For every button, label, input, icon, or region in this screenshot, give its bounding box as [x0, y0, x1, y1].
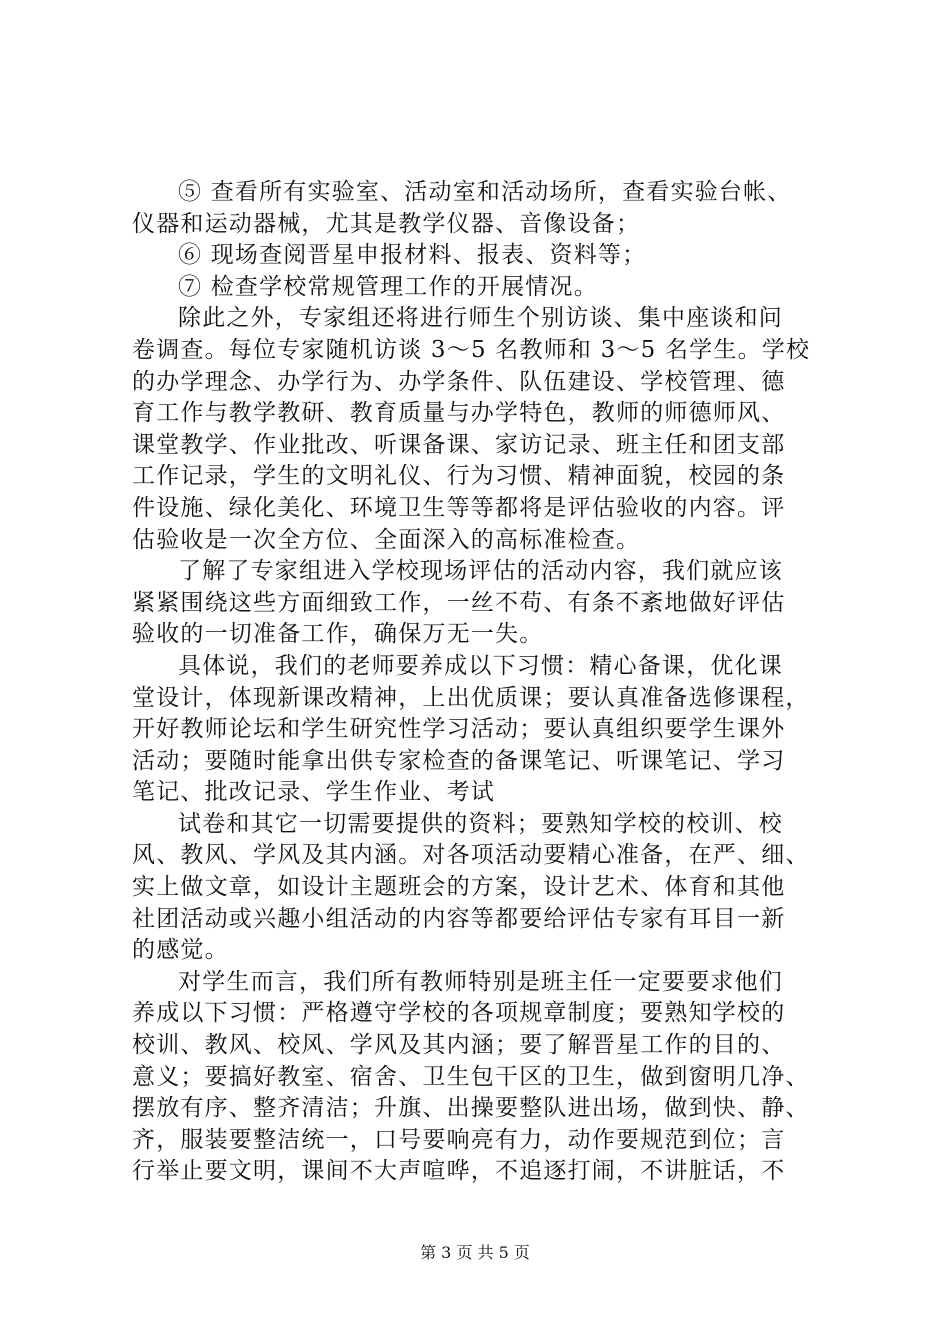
text-line: 笔记、批改记录、学生作业、考试	[132, 779, 495, 806]
text-line: 校训、教风、校风、学风及其内涵；要了解晋星工作的目的、	[132, 1032, 786, 1059]
text-line: 开好教师论坛和学生研究性学习活动；要认真组织要学生课外	[132, 716, 786, 743]
text-line: 社团活动或兴趣小组活动的内容等都要给评估专家有耳目一新	[132, 905, 786, 932]
text-line: 紧紧围绕这些方面细致工作，一丝不苟、有条不紊地做好评估	[132, 589, 786, 616]
text-line: 的办学理念、办学行为、办学条件、队伍建设、学校管理、德	[132, 368, 786, 395]
text-line: 对学生而言，我们所有教师特别是班主任一定要要求他们	[178, 968, 783, 995]
text-line: 风、教风、学风及其内涵。对各项活动要精心准备，在严、细、	[132, 842, 810, 869]
text-line: ⑤ 查看所有实验室、活动室和活动场所，查看实验台帐、	[178, 179, 792, 205]
text-line: 活动；要随时能拿出供专家检查的备课笔记、听课笔记、学习	[132, 747, 786, 774]
text-line: 除此之外，专家组还将进行师生个别访谈、集中座谈和问	[178, 305, 783, 332]
text-line: 具体说，我们的老师要养成以下习惯：精心备课，优化课	[178, 652, 783, 679]
text-line: 工作记录，学生的文明礼仪、行为习惯、精神面貌，校园的条	[132, 463, 786, 490]
text-line: ⑥ 现场查阅晋星申报材料、报表、资料等；	[178, 242, 647, 269]
text-line: 件设施、绿化美化、环境卫生等等都将是评估验收的内容。评	[132, 494, 786, 521]
text-line: 育工作与教学教研、教育质量与办学特色，教师的师德师风、	[132, 400, 786, 427]
text-line: 估验收是一次全方位、全面深入的高标准检查。	[132, 526, 641, 553]
text-line: 了解了专家组进入学校现场评估的活动内容，我们就应该	[178, 558, 783, 585]
text-line: 意义；要搞好教室、宿舍、卫生包干区的卫生，做到窗明几净、	[132, 1063, 810, 1090]
text-line: 卷调查。每位专家随机访谈 3～5 名教师和 3～5 名学生。学校	[132, 336, 811, 363]
text-line: 的感觉。	[132, 937, 229, 964]
text-line: 齐，服装要整洁统一，口号要响亮有力，动作要规范到位；言	[132, 1126, 786, 1153]
text-line: 验收的一切准备工作，确保万无一失。	[132, 621, 544, 648]
text-line: 课堂教学、作业批改、听课备课、家访记录、班主任和团支部	[132, 431, 786, 458]
text-line: 行举止要文明，课间不大声喧哗，不追逐打闹，不讲脏话，不	[132, 1158, 786, 1185]
text-line: 摆放有序、整齐清洁；升旗、出操要整队进出场，做到快、静、	[132, 1095, 810, 1122]
page-number-footer: 第 3 页 共 5 页	[420, 1243, 530, 1262]
text-line: 养成以下习惯：严格遵守学校的各项规章制度；要熟知学校的	[132, 1000, 786, 1027]
text-line: 堂设计，体现新课改精神，上出优质课；要认真准备选修课程，	[132, 684, 810, 711]
text-line: 仪器和运动器械，尤其是教学仪器、音像设备；	[132, 210, 641, 237]
document-body	[132, 177, 830, 1188]
text-line: 试卷和其它一切需要提供的资料；要熟知学校的校训、校	[178, 810, 783, 837]
text-line: ⑦ 检查学校常规管理工作的开展情况。	[178, 273, 598, 300]
text-line: 实上做文章，如设计主题班会的方案，设计艺术、体育和其他	[132, 874, 786, 901]
